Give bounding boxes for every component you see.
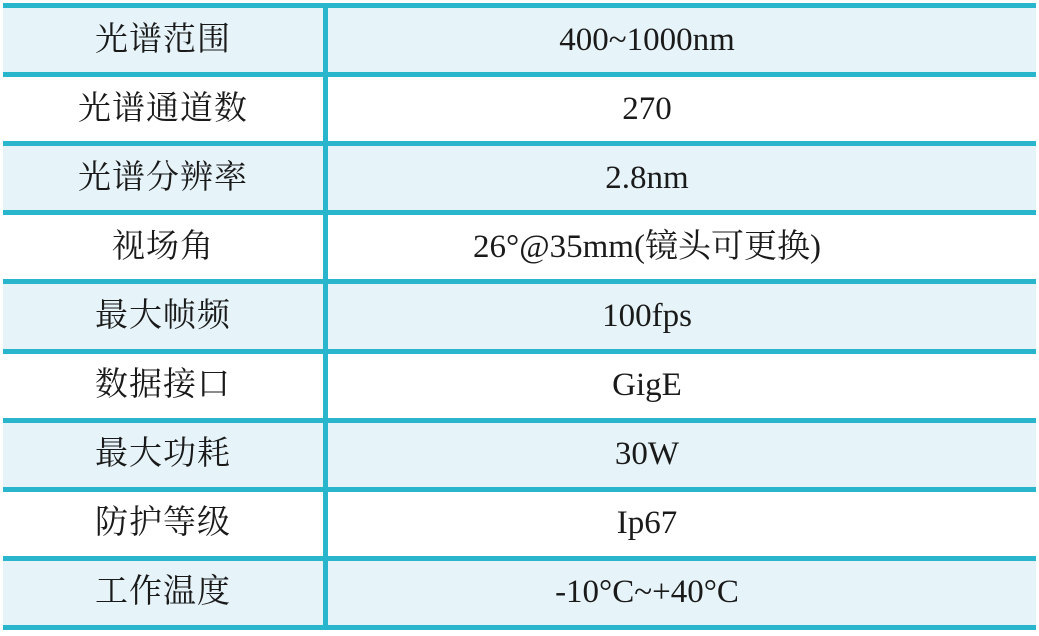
table-row	[3, 77, 1036, 146]
table-row	[3, 423, 1036, 492]
spec-value: 270	[622, 90, 672, 127]
spec-value: GigE	[612, 367, 682, 404]
table-row	[3, 284, 1036, 353]
spec-label: 光谱通道数	[3, 77, 328, 141]
spec-label: 光谱范围	[3, 8, 328, 72]
spec-label: 光谱分辨率	[3, 146, 328, 210]
spec-value: 100fps	[602, 297, 692, 334]
spec-label: 最大功耗	[3, 423, 328, 487]
spec-value: -10°C~+40°C	[555, 574, 739, 611]
table-row	[3, 8, 1036, 77]
spec-label: 工作温度	[3, 561, 328, 625]
spec-value: 2.8nm	[605, 159, 689, 196]
spec-value: 26°@35mm(镜头可更换)	[473, 228, 821, 265]
spec-label: 视场角	[3, 215, 328, 279]
spec-label: 最大帧频	[3, 284, 328, 348]
spec-value: 30W	[614, 436, 680, 473]
spec-value: 400~1000nm	[559, 21, 735, 58]
table-row	[3, 492, 1036, 561]
spec-value: Ip67	[616, 505, 678, 542]
table-row	[3, 146, 1036, 215]
table-row	[3, 215, 1036, 284]
spec-table	[3, 3, 1036, 630]
spec-label: 数据接口	[3, 354, 328, 418]
table-row	[3, 561, 1036, 630]
table-row	[3, 354, 1036, 423]
spec-label: 防护等级	[3, 492, 328, 556]
